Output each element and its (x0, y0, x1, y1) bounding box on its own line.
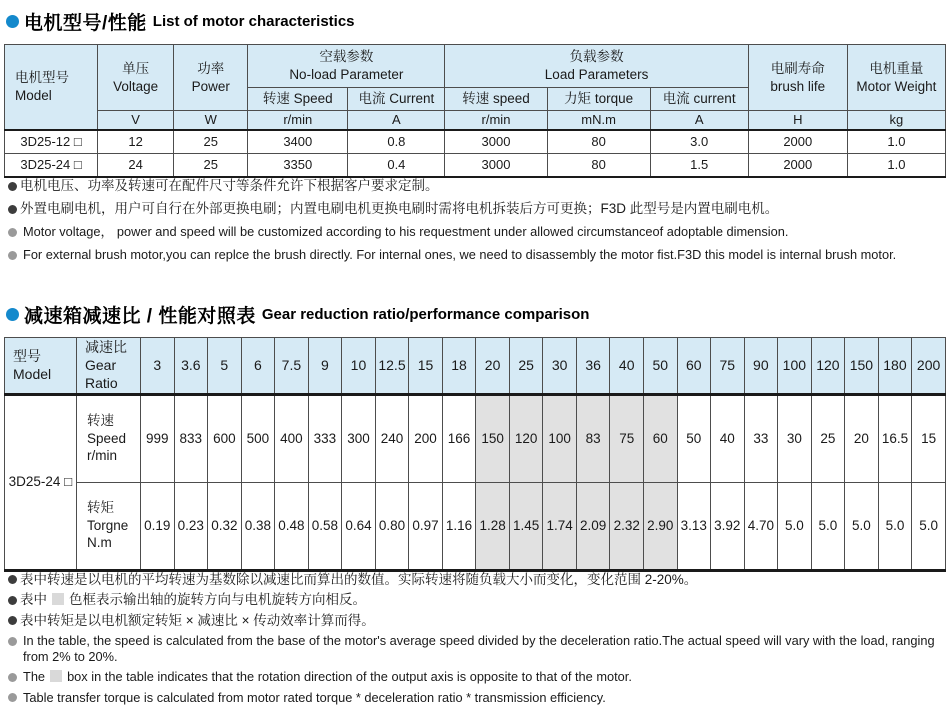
unit-cell: r/min (445, 111, 547, 131)
speed-label-zh: 转速 (87, 413, 114, 429)
col-header-motor-weight-en: Motor Weight (856, 78, 937, 94)
unit-cell: mN.m (547, 111, 650, 131)
col-group-load-zh: 负载参数 (569, 49, 624, 65)
ratio-header: 90 (744, 338, 778, 395)
col-header-model-en: Model (13, 366, 52, 383)
col-header-brush-life-zh: 电刷寿命 (770, 60, 825, 76)
ratio-header: 40 (610, 338, 644, 395)
speed-value: 40 (711, 394, 745, 482)
gray-box-swatch-icon (50, 670, 62, 682)
ratio-header: 10 (342, 338, 376, 395)
note-item (8, 669, 946, 685)
value-cell: 12 (98, 130, 174, 154)
note-text-post: 色框表示输出轴的旋转方向与电机旋转方向相反。 (69, 592, 366, 608)
value-cell: 3.0 (650, 130, 748, 154)
torque-value: 4.70 (744, 482, 778, 570)
col-header-power-en: Power (191, 78, 230, 94)
value-cell: 0.8 (348, 130, 445, 154)
value-cell: 25 (174, 130, 248, 154)
note-text-post: box in the table indicates that the rotation direction of the output axis is opposite to that of the motor. (67, 669, 632, 685)
speed-value-reversed: 120 (509, 394, 543, 482)
torque-value: 0.80 (375, 482, 409, 570)
unit-cell: V (98, 111, 174, 131)
speed-value-reversed: 100 (543, 394, 577, 482)
speed-value-reversed: 150 (476, 394, 510, 482)
speed-value: 25 (811, 394, 845, 482)
col-header-power (174, 45, 248, 111)
ratio-header: 12.5 (375, 338, 409, 395)
torque-value: 0.97 (409, 482, 443, 570)
torque-value: 0.58 (308, 482, 342, 570)
subcol-load-current: 电流 current (650, 88, 748, 111)
torque-value: 5.0 (811, 482, 845, 570)
table-row (5, 154, 946, 178)
section-motor-heading-en: List of motor characteristics (152, 12, 355, 30)
unit-cell: A (348, 111, 445, 131)
bullet-circle-icon (6, 308, 19, 321)
speed-value: 20 (845, 394, 879, 482)
note-bullet-icon (8, 575, 17, 584)
model-cell: 3D25-24 □ (5, 394, 77, 570)
note-text: In the table, the speed is calculated from the base of the motor's average speed divided by the deceleration ratio.The actual speed will vary with the load, ranging from 2% to 20%. (23, 633, 935, 664)
speed-value: 33 (744, 394, 778, 482)
torque-value: 3.92 (711, 482, 745, 570)
col-header-brush-life (748, 45, 847, 111)
value-cell: 1.0 (847, 130, 945, 154)
col-header-voltage-zh: 单压 (122, 60, 150, 76)
col-header-model (5, 45, 98, 131)
torque-value: 0.48 (275, 482, 309, 570)
note-text: Motor voltage， power and speed will be customized according to his requestment under allowed circumstanceof adoptable dimension. (23, 224, 789, 239)
note-item (8, 178, 946, 194)
note-item (8, 572, 946, 588)
speed-value: 50 (677, 394, 711, 482)
ratio-header: 150 (845, 338, 879, 395)
note-item (8, 592, 946, 608)
torque-value-reversed: 1.45 (509, 482, 543, 570)
torque-value-reversed: 2.09 (576, 482, 610, 570)
note-text (23, 669, 632, 685)
col-group-load (445, 45, 748, 88)
value-cell: 80 (547, 130, 650, 154)
section-gear-heading (6, 301, 946, 327)
col-header-model-zh: 电机型号 (15, 70, 69, 86)
torque-value: 0.38 (241, 482, 275, 570)
col-header-voltage-en: Voltage (113, 78, 159, 94)
section-gear-heading-en: Gear reduction ratio/performance comparison (261, 305, 590, 323)
ratio-header: 180 (878, 338, 912, 395)
col-header-gear-ratio-en: Gear Ratio (85, 357, 118, 392)
note-text: Table transfer torque is calculated from motor rated torque * deceleration ratio * transmission efficiency. (23, 689, 606, 705)
note-bullet-icon (8, 596, 17, 605)
col-group-load-en: Load Parameters (544, 67, 649, 82)
unit-cell: H (748, 111, 847, 131)
col-group-noload-en: No-load Parameter (289, 67, 404, 82)
bullet-circle-icon (6, 15, 19, 28)
ratio-header: 3.6 (174, 338, 208, 395)
speed-value: 30 (778, 394, 812, 482)
value-cell: 0.4 (348, 154, 445, 178)
ratio-header: 6 (241, 338, 275, 395)
speed-value-reversed: 60 (643, 394, 677, 482)
speed-value: 200 (409, 394, 443, 482)
ratio-header: 18 (442, 338, 476, 395)
col-header-gear-ratio-zh: 减速比 (85, 339, 127, 355)
unit-cell: W (174, 111, 248, 131)
section-gear-heading-zh: 减速箱减速比 / 性能对照表 (24, 305, 256, 327)
value-cell: 3350 (248, 154, 348, 178)
unit-cell: r/min (248, 111, 348, 131)
speed-label-unit: r/min (87, 448, 117, 464)
motor-characteristics-table (4, 44, 946, 178)
torque-value-reversed: 1.28 (476, 482, 510, 570)
col-group-noload (248, 45, 445, 88)
torque-value: 5.0 (912, 482, 946, 570)
value-cell: 2000 (748, 154, 847, 178)
note-bullet-icon (8, 205, 17, 214)
ratio-header: 20 (476, 338, 510, 395)
torque-value-reversed: 2.32 (610, 482, 644, 570)
speed-value-reversed: 83 (576, 394, 610, 482)
torque-label-zh: 转矩 (87, 500, 114, 516)
ratio-header: 9 (308, 338, 342, 395)
value-cell: 3400 (248, 130, 348, 154)
table-row (5, 130, 946, 154)
value-cell: 1.5 (650, 154, 748, 178)
torque-label-en: Torgne (87, 517, 129, 533)
col-header-model (5, 338, 77, 395)
ratio-header: 25 (509, 338, 543, 395)
note-text-pre: The (23, 669, 46, 685)
torque-row-label (77, 482, 141, 570)
speed-value: 166 (442, 394, 476, 482)
speed-value: 300 (342, 394, 376, 482)
ratio-header: 30 (543, 338, 577, 395)
ratio-header: 5 (208, 338, 242, 395)
value-cell: 1.0 (847, 154, 945, 178)
speed-row (5, 394, 946, 482)
speed-value: 240 (375, 394, 409, 482)
ratio-header: 120 (811, 338, 845, 395)
torque-value: 0.23 (174, 482, 208, 570)
torque-label-unit: N.m (87, 535, 112, 551)
torque-value: 5.0 (778, 482, 812, 570)
note-item (8, 224, 946, 240)
torque-value: 5.0 (878, 482, 912, 570)
note-bullet-icon (8, 251, 17, 260)
note-text: 表中转矩是以电机额定转矩 × 减速比 × 传动效率计算而得。 (20, 612, 375, 628)
value-cell: 24 (98, 154, 174, 178)
note-item (8, 633, 946, 664)
motor-notes-list (4, 178, 946, 263)
col-header-model-zh: 型号 (13, 348, 41, 365)
value-cell: 80 (547, 154, 650, 178)
note-bullet-icon (8, 228, 17, 237)
subcol-noload-speed: 转速 Speed (248, 88, 348, 111)
speed-value: 400 (275, 394, 309, 482)
speed-value-reversed: 75 (610, 394, 644, 482)
value-cell: 3000 (445, 130, 547, 154)
speed-value: 999 (141, 394, 175, 482)
gear-notes-list (4, 572, 946, 706)
speed-value: 833 (174, 394, 208, 482)
section-motor-heading-zh: 电机型号/性能 (24, 12, 147, 34)
note-text: 外置电刷电机，用户可自行在外部更换电刷；内置电刷电机更换电刷时需将电机拆装后方可更换；F3D 此型号是内置电刷电机。 (20, 201, 779, 216)
note-text-pre: 表中 (20, 592, 47, 608)
unit-cell: kg (847, 111, 945, 131)
speed-label-en: Speed (87, 430, 127, 446)
section-motor-heading (6, 8, 946, 34)
value-cell: 2000 (748, 130, 847, 154)
torque-value: 0.64 (342, 482, 376, 570)
value-cell: 25 (174, 154, 248, 178)
value-cell: 3000 (445, 154, 547, 178)
subcol-load-speed: 转速 speed (445, 88, 547, 111)
note-bullet-icon (8, 693, 17, 702)
torque-value: 0.32 (208, 482, 242, 570)
ratio-header: 100 (778, 338, 812, 395)
note-item (8, 247, 946, 263)
speed-value: 500 (241, 394, 275, 482)
ratio-header: 60 (677, 338, 711, 395)
torque-value-reversed: 1.74 (543, 482, 577, 570)
col-header-voltage (98, 45, 174, 111)
col-header-motor-weight (847, 45, 945, 111)
subcol-load-torque: 力矩 torque (547, 88, 650, 111)
ratio-header: 50 (643, 338, 677, 395)
note-text (20, 592, 366, 608)
gear-ratio-table (4, 337, 946, 572)
note-text: 电机电压、功率及转速可在配件尺寸等条件允许下根据客户要求定制。 (20, 178, 439, 193)
col-group-noload-zh: 空载参数 (319, 49, 374, 65)
torque-value: 5.0 (845, 482, 879, 570)
ratio-header: 3 (141, 338, 175, 395)
col-header-power-zh: 功率 (197, 60, 225, 76)
speed-value: 333 (308, 394, 342, 482)
ratio-header: 15 (409, 338, 443, 395)
note-bullet-icon (8, 673, 17, 682)
speed-row-label (77, 394, 141, 482)
note-item (8, 690, 946, 706)
col-header-gear-ratio (77, 338, 141, 395)
torque-value: 3.13 (677, 482, 711, 570)
note-text: For external brush motor,you can replce the brush directly. For internal ones, we need to disassembly the motor fist.F3D this model is internal brush motor. (23, 247, 897, 262)
subcol-noload-current: 电流 Current (348, 88, 445, 111)
note-bullet-icon (8, 182, 17, 191)
torque-value-reversed: 2.90 (643, 482, 677, 570)
ratio-header: 7.5 (275, 338, 309, 395)
note-text: 表中转速是以电机的平均转速为基数除以减速比而算出的数值。实际转速将随负载大小而变化，变化范围 2-20%。 (20, 571, 698, 587)
col-header-model-en: Model (15, 88, 52, 103)
model-cell: 3D25-12 □ (5, 130, 98, 154)
speed-value: 600 (208, 394, 242, 482)
torque-value: 1.16 (442, 482, 476, 570)
speed-value: 16.5 (878, 394, 912, 482)
ratio-header: 75 (711, 338, 745, 395)
speed-value: 15 (912, 394, 946, 482)
note-bullet-icon (8, 637, 17, 646)
note-bullet-icon (8, 616, 17, 625)
model-cell: 3D25-24 □ (5, 154, 98, 178)
note-item (8, 613, 946, 629)
col-header-motor-weight-zh: 电机重量 (869, 60, 924, 76)
ratio-header: 36 (576, 338, 610, 395)
torque-row (5, 482, 946, 570)
col-header-brush-life-en: brush life (770, 78, 826, 94)
torque-value: 0.19 (141, 482, 175, 570)
ratio-header: 200 (912, 338, 946, 395)
note-item (8, 201, 946, 217)
gray-box-swatch-icon (52, 593, 64, 605)
unit-cell: A (650, 111, 748, 131)
